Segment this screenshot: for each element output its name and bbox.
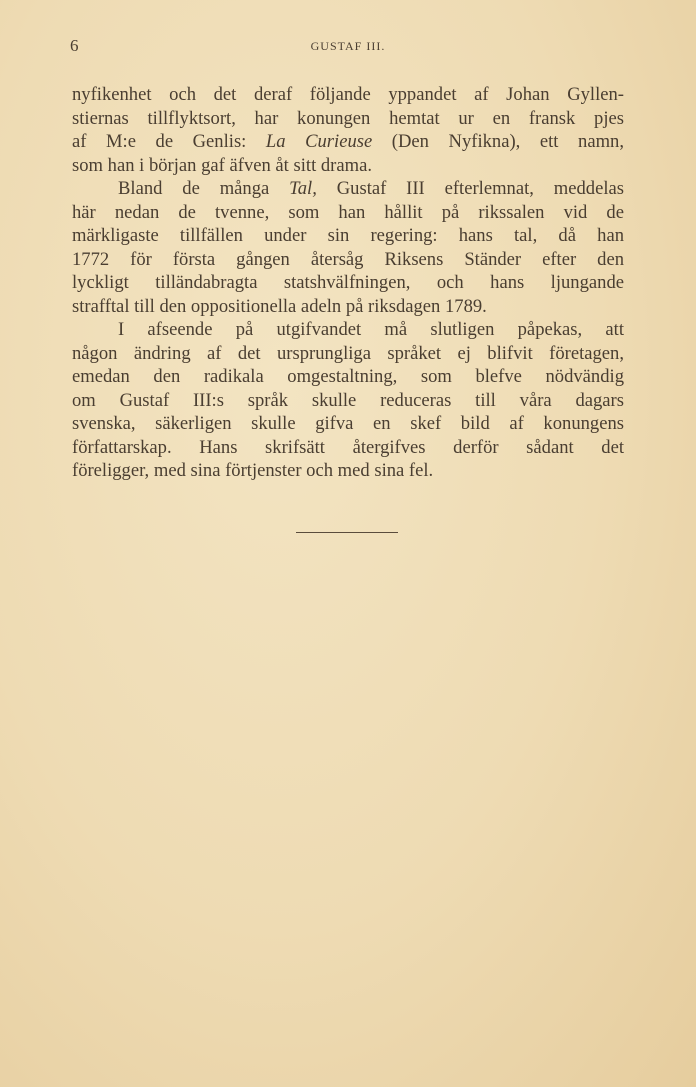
text-line: här nedan de tvenne, som han hållit på rikssalen vid de (72, 201, 624, 223)
text-span: (Den Nyfikna), ett namn, (372, 131, 624, 152)
text-span: Gustaf III efterlemnat, meddelas (316, 178, 624, 199)
text-line: I afseende på utgifvandet må slutligen påpekas, att (118, 319, 624, 340)
text-line: märkligaste tillfällen under sin regering: hans tal, då han (72, 225, 624, 246)
text-span: af M:e de Genlis: (72, 131, 266, 152)
text-line: 1772 för första gången återsåg Riksens Ständer efter den (72, 248, 624, 270)
text-line (72, 177, 624, 201)
text-line: svenska, säkerligen skulle gifva en skef bild af konungens (72, 413, 624, 434)
text-line: strafftal till den oppositionella adeln på riksdagen 1789. (72, 295, 487, 317)
italic-title: La Curieuse (265, 131, 373, 152)
section-divider (296, 532, 398, 533)
text-line: författarskap. Hans skrifsätt återgifves derför sådant det (72, 436, 624, 458)
body-text (72, 83, 624, 483)
text-line: någon ändring af det ursprungliga språket ej blifvit företagen, (72, 342, 624, 364)
text-line: nyfikenhet och det deraf följande yppandet af Johan Gyllen- (72, 84, 624, 105)
running-title: GUSTAF III. (310, 39, 386, 53)
text-line (72, 130, 624, 154)
text-line: som han i början gaf äfven åt sitt drama. (72, 154, 372, 176)
text-line: om Gustaf III:s språk skulle reduceras till våra dagars (72, 389, 624, 411)
text-span: Bland de många (118, 178, 290, 199)
text-line: stiernas tillflyktsort, har konungen hemtat ur en fransk pjes (72, 107, 624, 129)
text-line: föreligger, med sina förtjenster och med sina fel. (72, 460, 434, 481)
text-line: lyckligt tilländabragta statshvälfningen, och hans ljungande (72, 272, 624, 293)
text-line: emedan den radikala omgestaltning, som blefve nödvändig (72, 366, 624, 387)
page-number: 6 (70, 36, 79, 55)
italic-title: Tal, (289, 178, 317, 199)
